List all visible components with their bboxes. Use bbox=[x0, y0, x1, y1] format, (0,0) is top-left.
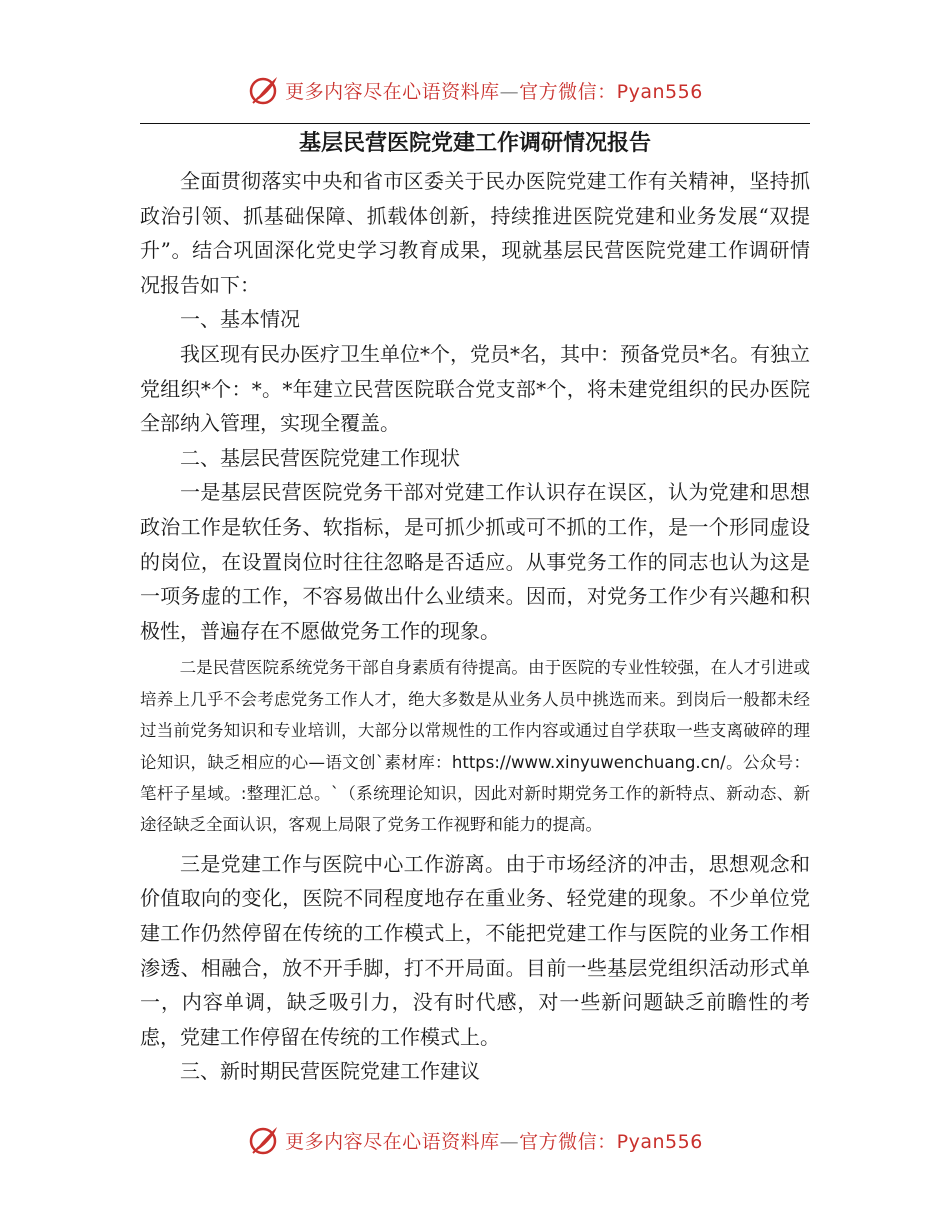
heading-current-status: 二、基层民营医院党建工作现状 bbox=[180, 445, 460, 470]
paragraph-point-three: 三是党建工作与医院中心工作游离。由于市场经济的冲击，思想观念和价值取向的变化，医院不同程度地存在重业务、轻党建的现象。不少单位党建工作仍然停留在传统的工作模式上，不能把党建工作与医院的业务工作相渗透、相融合，放不开手脚，打不开局面。目前一些基层党组织活动形式单一，内容单调，缺乏吸引力，没有时代感，对一些新问题缺乏前瞻性的考虑，党建工作停留在传统的工作模式上。 bbox=[140, 851, 810, 1049]
watermark-text: 更多内容尽在心语资料库—官方微信：Pyan556 bbox=[285, 1130, 703, 1153]
quill-logo-icon bbox=[247, 1123, 281, 1157]
header-rule bbox=[140, 123, 810, 124]
paragraph-point-two: 二是民营医院系统党务干部自身素质有待提高。由于医院的专业性较强，在人才引进或培养上几乎不会考虑党务工作人才，绝大多数是从业务人员中挑选而来。到岗后一般都未经过当前党务知识和专业培训，大部分以常规性的工作内容或通过自学获取一些支离破碎的理论知识，缺乏相应的心—语文创`素材库：https://www.xinyuwenchuang.cn/。公众号：笔杆子星域。:整理汇总。`（系统理论知识，因此对新时期党务工作的新特点、新动态、新途径缺乏全面认识，客观上局限了党务工作视野和能力的提高。 bbox=[140, 658, 810, 835]
watermark-text: 更多内容尽在心语资料库—官方微信：Pyan556 bbox=[285, 80, 703, 103]
heading-basic-situation: 一、基本情况 bbox=[180, 307, 300, 332]
document-body bbox=[140, 164, 810, 1089]
watermark-banner-top bbox=[0, 70, 950, 110]
paragraph-basic-situation: 我区现有民办医疗卫生单位*个，党员*名，其中：预备党员*名。有独立党组织*个：*。*年建立民营医院联合党支部*个，将未建党组织的民办医院全部纳入管理，实现全覆盖。 bbox=[140, 341, 810, 436]
document-title: 基层民营医院党建工作调研情况报告 bbox=[298, 130, 651, 156]
watermark-banner-bottom bbox=[0, 1120, 950, 1160]
quill-logo-icon bbox=[247, 73, 281, 107]
paragraph-point-one: 一是基层民营医院党务干部对党建工作认识存在误区，认为党建和思想政治工作是软任务、软指标，是可抓少抓或可不抓的工作，是一个形同虚设的岗位，在设置岗位时往往忽略是否适应。从事党务工作的同志也认为这是一项务虚的工作，不容易做出什么业绩来。因而，对党务工作少有兴趣和积极性，普遍存在不愿做党务工作的现象。 bbox=[140, 480, 810, 643]
heading-suggestions: 三、新时期民营医院党建工作建议 bbox=[180, 1059, 480, 1084]
paragraph-intro: 全面贯彻落实中央和省市区委关于民办医院党建工作有关精神，坚持抓政治引领、抓基础保障、抓载体创新，持续推进医院党建和业务发展“双提升”。结合巩固深化党史学习教育成果，现就基层民营医院党建工作调研情况报告如下： bbox=[140, 169, 810, 297]
